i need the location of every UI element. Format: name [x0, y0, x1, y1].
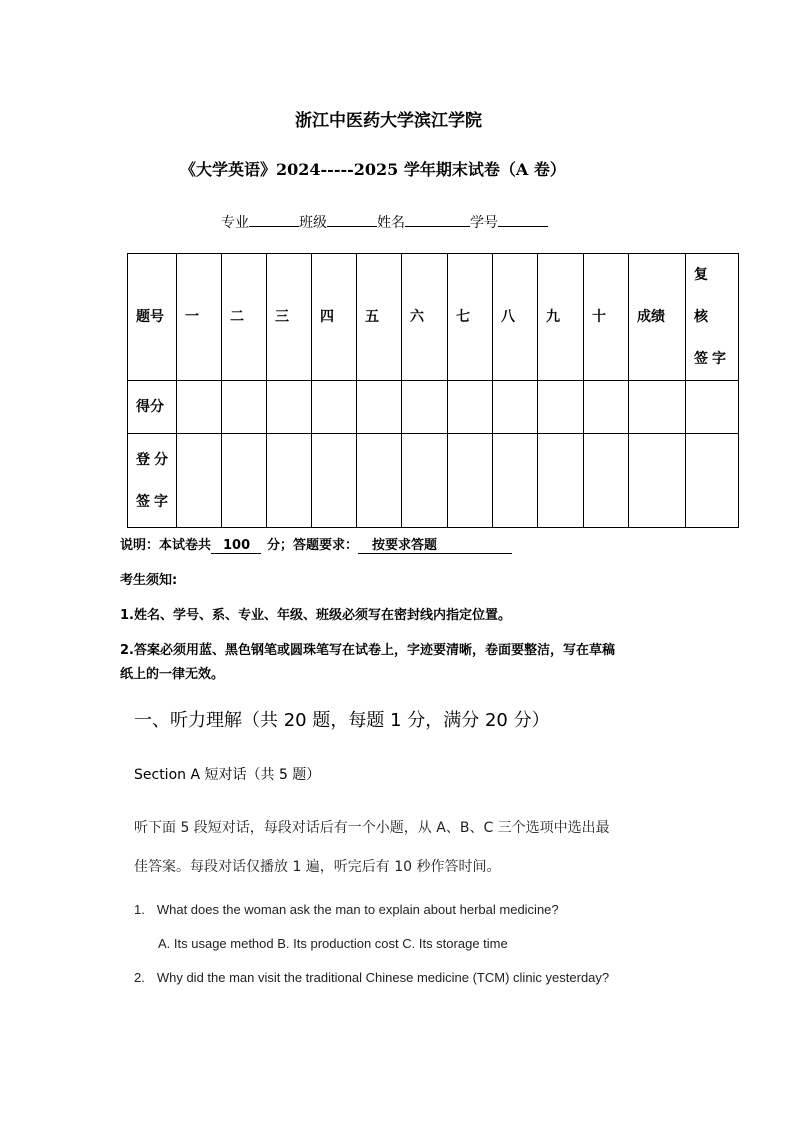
- student-info-fields: [221, 212, 548, 232]
- instructions-line-1: 听下面 5 段短对话，每段对话后有一个小题，从 A、B、C 三个选项中选出最: [134, 820, 610, 836]
- row-label: 得分: [128, 381, 177, 434]
- major-input[interactable]: [249, 212, 299, 227]
- score-cell[interactable]: [538, 381, 584, 434]
- class-input[interactable]: [327, 212, 377, 227]
- question-text: What does the woman ask the man to explain about herbal medicine?: [156, 902, 559, 917]
- score-cell[interactable]: [493, 381, 538, 434]
- notice-title: 考生须知:: [120, 573, 178, 588]
- score-cell[interactable]: [402, 434, 448, 528]
- notice-item-2-line-2: 纸上的一律无效。: [120, 667, 225, 682]
- column-header: 题号: [128, 254, 177, 381]
- column-header: 四: [312, 254, 357, 381]
- score-cell[interactable]: [177, 381, 222, 434]
- column-header: 六: [402, 254, 448, 381]
- column-header: 一: [177, 254, 222, 381]
- exam-title: 《大学英语》2024-----2025 学年期末试卷（A 卷）: [180, 160, 566, 179]
- question-1: [134, 902, 559, 917]
- score-cell[interactable]: [357, 381, 402, 434]
- score-cell[interactable]: [357, 434, 402, 528]
- column-header: 成绩: [629, 254, 686, 381]
- school-name: 浙江中医药大学滨江学院: [295, 111, 482, 131]
- column-header: 九: [538, 254, 584, 381]
- notice-item-1: 1.姓名、学号、系、专业、年级、班级必须写在密封线内指定位置。: [120, 608, 511, 623]
- name-input[interactable]: [405, 212, 470, 227]
- score-cell[interactable]: [402, 381, 448, 434]
- question-text: Why did the man visit the traditional Chinese medicine (TCM) clinic yesterday?: [156, 970, 610, 985]
- score-cell[interactable]: [629, 381, 686, 434]
- score-cell[interactable]: [177, 434, 222, 528]
- major-label: 专业: [221, 215, 249, 231]
- id-input[interactable]: [498, 212, 548, 227]
- score-cell[interactable]: [584, 381, 629, 434]
- row-label: 登分 签字: [128, 434, 177, 528]
- class-label: 班级: [299, 215, 327, 231]
- question-number: 1.: [134, 902, 145, 917]
- total-score: 100: [211, 538, 261, 554]
- table-row-signature: [128, 434, 739, 528]
- exam-description: [120, 534, 512, 554]
- section-sub-heading: Section A 短对话（共 5 题）: [134, 767, 321, 783]
- score-cell[interactable]: [312, 381, 357, 434]
- id-label: 学号: [470, 215, 498, 231]
- column-header: 十: [584, 254, 629, 381]
- column-header: 三: [267, 254, 312, 381]
- score-cell[interactable]: [686, 434, 739, 528]
- score-cell[interactable]: [222, 381, 267, 434]
- column-header: 八: [493, 254, 538, 381]
- column-header: 七: [448, 254, 493, 381]
- score-cell[interactable]: [448, 381, 493, 434]
- answer-requirement: 按要求答题: [358, 534, 512, 554]
- score-cell[interactable]: [629, 434, 686, 528]
- intro-mid: 分；答题要求：: [267, 538, 359, 553]
- score-cell[interactable]: [538, 434, 584, 528]
- question-number: 2.: [134, 970, 145, 985]
- column-header: 五: [357, 254, 402, 381]
- table-row-score: [128, 381, 739, 434]
- table-header-row: [128, 254, 739, 381]
- name-label: 姓名: [377, 215, 405, 231]
- score-cell[interactable]: [686, 381, 739, 434]
- question-2: [134, 970, 609, 985]
- question-1-options: A. Its usage method B. Its production cost C. Its storage time: [158, 936, 508, 951]
- score-cell[interactable]: [584, 434, 629, 528]
- notice-item-2-line-1: 2.答案必须用蓝、黑色钢笔或圆珠笔写在试卷上，字迹要清晰，卷面要整洁，写在草稿: [120, 643, 615, 658]
- score-cell[interactable]: [267, 381, 312, 434]
- score-cell[interactable]: [493, 434, 538, 528]
- intro-prefix: 说明：本试卷共: [120, 538, 212, 553]
- score-cell[interactable]: [267, 434, 312, 528]
- column-header: 复 核 签字: [686, 254, 739, 381]
- score-table: [127, 253, 739, 528]
- column-header: 二: [222, 254, 267, 381]
- score-cell[interactable]: [448, 434, 493, 528]
- score-cell[interactable]: [222, 434, 267, 528]
- score-cell[interactable]: [312, 434, 357, 528]
- section-heading: 一、听力理解（共 20 题，每题 1 分，满分 20 分）: [134, 710, 550, 731]
- instructions-line-2: 佳答案。每段对话仅播放 1 遍，听完后有 10 秒作答时间。: [134, 859, 501, 875]
